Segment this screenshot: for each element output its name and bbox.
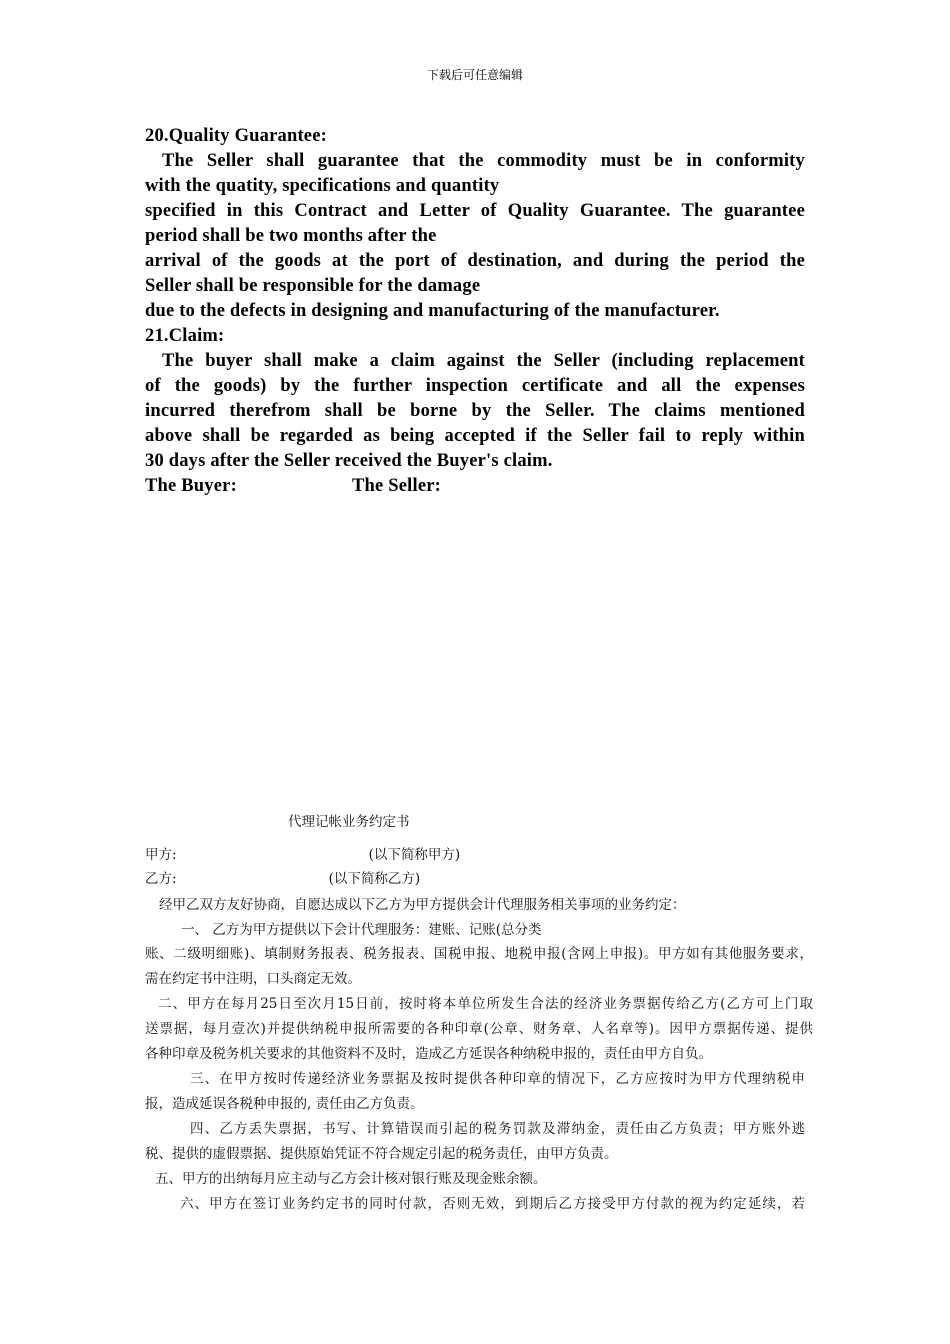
english-contract-clauses: [145, 124, 805, 499]
item-6-line-1: 六、甲方在签订业务约定书的同时付款，否则无效，到期后乙方接受甲方付款的视为约定延续，若: [180, 1196, 805, 1212]
page-header: 下载后可任意编辑: [426, 68, 523, 82]
item-2-line-1: 二、甲方在每月25日至次月15日前，按时将本单位所发生合法的经济业务票据传给乙方(乙方可上门取: [158, 996, 813, 1012]
clause-21-line-4: above shall be regarded as being accepted if the Seller fail to reply within: [145, 426, 805, 446]
party-a-label: 甲方:: [145, 847, 177, 863]
party-b-row: [145, 867, 420, 887]
party-a-note: (以下简称甲方): [368, 847, 461, 863]
chinese-agreement: [145, 810, 813, 1210]
clause-21-title: 21.Claim:: [145, 326, 225, 346]
clause-20-line-1: The Seller shall guarantee that the commodity must be in conformity: [162, 151, 805, 171]
seller-signature-label: The Seller:: [352, 476, 442, 496]
item-3-line-1: 三、在甲方按时传递经济业务票据及按时提供各种印章的情况下，乙方应按时为甲方代理纳税申: [190, 1071, 805, 1087]
item-2-line-2: 送票据，每月壹次)并提供纳税申报所需要的各种印章(公章、财务章、人名章等)。因甲方票据传递、提供: [145, 1021, 813, 1037]
item-1-line-2: 账、二级明细账)、填制财务报表、税务报表、国税申报、地税申报(含网上申报)。甲方如有其他服务要求，: [145, 946, 813, 962]
buyer-signature-label: The Buyer:: [145, 476, 237, 496]
clause-21-line-1: The buyer shall make a claim against the Seller (including replacement: [162, 351, 805, 371]
clause-21-line-5: 30 days after the Seller received the Buyer's claim.: [145, 451, 553, 471]
clause-20-line-4: period shall be two months after the: [145, 226, 437, 246]
clause-20-line-7: due to the defects in designing and manufacturing of the manufacturer.: [145, 301, 720, 321]
party-b-label: 乙方:: [145, 871, 177, 887]
clause-20-line-3: specified in this Contract and Letter of Quality Guarantee. The guarantee: [145, 201, 805, 221]
agreement-title: 代理记帐业务约定书: [288, 814, 410, 830]
clause-20-line-5: arrival of the goods at the port of destination, and during the period the: [145, 251, 805, 271]
item-4-line-1: 四、乙方丢失票据，书写、计算错误而引起的税务罚款及滞纳金，责任由乙方负责；甲方账外逃: [190, 1121, 805, 1137]
clause-20-line-6: Seller shall be responsible for the damage: [145, 276, 481, 296]
item-3-line-2: 报，造成延误各税种申报的, 责任由乙方负责。: [145, 1096, 424, 1112]
party-b-note: (以下简称乙方): [328, 871, 421, 887]
intro-line: 经甲乙双方友好协商，自愿达成以下乙方为甲方提供会计代理服务相关事项的业务约定：: [159, 897, 686, 913]
clause-21-line-2: of the goods) by the further inspection certificate and all the expenses: [145, 376, 805, 396]
item-5-line-1: 五、甲方的出纳每月应主动与乙方会计核对银行账及现金账余额。: [155, 1171, 547, 1187]
item-1-line-1: 一、 乙方为甲方提供以下会计代理服务：建账、记账(总分类: [181, 922, 542, 938]
clause-21-line-3: incurred therefrom shall be borne by the Seller. The claims mentioned: [145, 401, 805, 421]
signature-row: [145, 474, 805, 499]
item-2-line-3: 各种印章及税务机关要求的其他资料不及时，造成乙方延误各种纳税申报的，责任由甲方自负。: [145, 1046, 712, 1062]
item-1-line-3: 需在约定书中注明，口头商定无效。: [145, 971, 361, 987]
item-4-line-2: 税、提供的虚假票据、提供原始凭证不符合规定引起的税务责任，由甲方负责。: [145, 1146, 618, 1162]
party-a-row: [145, 843, 460, 863]
clause-20-title: 20.Quality Guarantee:: [145, 126, 327, 146]
clause-20-line-2: with the quatity, specifications and quantity: [145, 176, 500, 196]
